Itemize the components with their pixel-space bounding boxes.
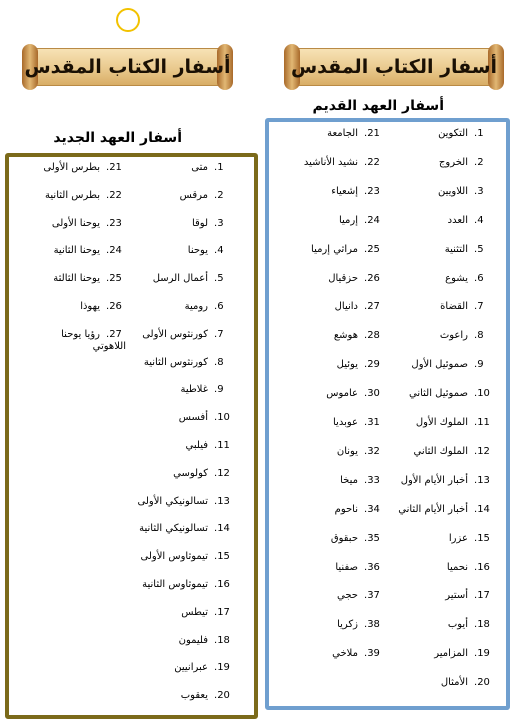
book-list-item <box>337 446 384 458</box>
book-number: 9. <box>214 384 224 396</box>
book-name: متى <box>191 162 208 173</box>
book-number: 7. <box>214 328 224 340</box>
book-number: 2. <box>474 156 484 168</box>
book-list-item <box>434 648 494 660</box>
book-number: 37. <box>364 590 380 602</box>
book-name: بطرس الأولى <box>43 162 100 173</box>
book-name: نشيد الأناشيد <box>303 156 358 168</box>
book-name: يوئيل <box>336 359 358 371</box>
book-name: المزامير <box>434 648 468 660</box>
book-name: حبقوق <box>330 532 358 544</box>
new-testament-title: أسفار العهد الجديد <box>53 130 182 146</box>
book-list-item <box>448 619 494 631</box>
book-number: 7. <box>474 301 484 313</box>
book-number: 15. <box>474 532 490 544</box>
book-number: 30. <box>364 388 380 400</box>
book-number: 10. <box>214 412 230 424</box>
book-number: 4. <box>214 245 224 257</box>
book-list-item <box>339 215 384 227</box>
book-number: 19. <box>474 648 490 660</box>
book-name: يوحنا <box>187 245 208 257</box>
book-list-item <box>438 128 494 140</box>
book-list-item <box>326 388 384 400</box>
book-list-item <box>441 677 494 689</box>
book-list-item <box>438 186 494 198</box>
book-number: 10. <box>474 388 490 400</box>
book-list-item <box>337 619 384 631</box>
book-list-item <box>337 359 384 371</box>
book-name: الخروج <box>438 156 468 168</box>
book-number: 28. <box>364 330 380 342</box>
book-number: 26. <box>106 301 122 312</box>
book-list-item <box>180 384 234 396</box>
book-number: 13. <box>214 495 230 507</box>
book-name: صموئيل الثاني <box>409 388 468 400</box>
book-number: 1. <box>474 128 484 139</box>
book-list-item <box>331 186 384 198</box>
book-number: 18. <box>474 619 490 631</box>
book-list-item <box>340 475 384 487</box>
book-name: بطرس الثانية <box>45 189 100 201</box>
book-list-item <box>304 157 384 169</box>
old-testament-title: أسفار العهد القديم <box>312 98 444 114</box>
book-number: 22. <box>106 189 122 201</box>
book-list-item <box>331 533 384 545</box>
book-number: 2. <box>214 189 224 201</box>
book-list-item <box>144 357 234 369</box>
book-name: حزقيال <box>328 272 358 284</box>
book-list-item <box>45 190 126 202</box>
book-list-item <box>174 662 234 674</box>
book-list-item <box>335 301 384 313</box>
book-number: 25. <box>364 243 380 255</box>
book-name: تيطس <box>181 606 208 618</box>
book-number: 16. <box>214 579 230 590</box>
book-name: فليمون <box>178 634 208 646</box>
book-name: راعوث <box>439 330 468 342</box>
book-list-item <box>332 648 384 660</box>
book-list-item <box>185 301 234 313</box>
book-number: 25. <box>106 273 122 285</box>
book-number: 12. <box>214 467 230 479</box>
book-list-item <box>409 388 494 400</box>
book-list-item <box>440 301 494 313</box>
book-name: حجي <box>337 590 358 602</box>
book-number: 24. <box>106 245 122 257</box>
book-number: 4. <box>474 214 484 226</box>
book-number: 1. <box>214 162 224 173</box>
parchment-banner-right <box>282 44 506 90</box>
book-number: 9. <box>474 359 484 371</box>
book-list-item <box>411 359 494 371</box>
book-list-item <box>192 218 234 230</box>
book-list-item <box>173 468 234 480</box>
book-name: كورنثوس الثانية <box>143 356 208 368</box>
book-list-item <box>334 330 384 342</box>
book-number: 38. <box>364 619 380 631</box>
book-list-item <box>181 607 234 619</box>
book-name: أيوب <box>447 619 468 631</box>
book-name: يوحنا الثالثة <box>53 273 100 285</box>
book-list-item <box>449 533 494 545</box>
book-number: 14. <box>474 503 490 515</box>
book-number: 21. <box>106 162 122 173</box>
book-name: ميخا <box>340 474 358 486</box>
book-list-item <box>141 551 235 563</box>
book-name: عوبديا <box>333 417 358 428</box>
book-number: 11. <box>474 417 490 428</box>
book-name: الملوك الأول <box>415 417 468 428</box>
book-number: 18. <box>214 634 230 646</box>
book-list-item <box>328 273 384 285</box>
book-number: 21. <box>364 128 380 139</box>
book-name: أفسس <box>178 412 208 424</box>
banner-title: أسفار الكتاب المقدس <box>24 56 231 78</box>
book-list-item <box>43 162 126 174</box>
book-name: صفنيا <box>335 561 358 573</box>
book-name: صموئيل الأول <box>411 359 468 371</box>
book-name: يوحنا الثانية <box>53 245 100 257</box>
book-name: الجامعة <box>327 128 358 139</box>
book-list-item <box>439 157 494 169</box>
book-name: ناحوم <box>334 503 358 515</box>
book-list-item <box>53 273 126 285</box>
book-list-item <box>401 475 494 487</box>
book-name: تيموثاوس الأولى <box>140 551 208 563</box>
book-name: دانيال <box>334 301 358 313</box>
book-name: أستير <box>445 590 468 602</box>
book-number: 27. <box>106 328 122 340</box>
book-name: التثنية <box>444 243 468 255</box>
book-list-item <box>179 635 234 647</box>
book-number: 3. <box>474 185 484 197</box>
decorative-circle <box>116 8 140 32</box>
book-name: القضاة <box>440 301 468 313</box>
book-list-item <box>445 244 494 256</box>
book-number: 5. <box>214 273 224 285</box>
book-number: 24. <box>364 214 380 226</box>
book-name: أخبار الأيام الثاني <box>398 503 468 515</box>
book-name: مراثي إرميا <box>311 243 358 255</box>
book-list-item <box>181 690 234 702</box>
book-list-item <box>142 329 234 341</box>
book-number: 36. <box>364 561 380 573</box>
book-name: رؤيا يوحنا اللاهوتي <box>61 328 126 352</box>
book-name: مرقس <box>179 189 208 201</box>
book-number: 32. <box>364 445 380 457</box>
book-name: غلاطية <box>180 384 208 396</box>
book-name: الأمثال <box>440 677 468 689</box>
book-number: 17. <box>474 590 490 602</box>
book-number: 33. <box>364 474 380 486</box>
book-list-item <box>54 245 126 257</box>
book-list-item <box>413 446 494 458</box>
book-number: 11. <box>214 440 230 451</box>
book-number: 13. <box>474 474 490 486</box>
book-name: كورنثوس الأولى <box>142 328 208 340</box>
book-number: 8. <box>474 330 484 342</box>
book-list-item <box>186 440 234 452</box>
book-name: يهوذا <box>80 301 100 312</box>
book-list-item <box>191 162 234 174</box>
book-number: 23. <box>106 217 122 229</box>
book-number: 26. <box>364 272 380 284</box>
book-number: 6. <box>214 301 224 312</box>
book-list-item <box>138 496 235 508</box>
book-number: 5. <box>474 243 484 255</box>
book-list-item <box>188 245 234 257</box>
book-name: تسالونيكي الثانية <box>139 523 208 535</box>
book-list-item <box>335 504 384 516</box>
book-number: 15. <box>214 551 230 563</box>
parchment-banner-left <box>20 44 235 90</box>
book-list-item <box>180 190 234 202</box>
book-number: 23. <box>364 185 380 197</box>
book-list-item <box>142 579 234 591</box>
book-name: لوقا <box>191 217 208 229</box>
book-list-item <box>333 417 384 429</box>
book-name: يعقوب <box>180 690 208 702</box>
book-name: عزرا <box>448 532 468 544</box>
book-name: عاموس <box>326 388 358 400</box>
book-name: إرميا <box>338 214 358 226</box>
banner-title: أسفار الكتاب المقدس <box>290 56 498 78</box>
book-number: 12. <box>474 445 490 457</box>
book-list-item <box>153 273 234 285</box>
book-number: 16. <box>474 561 490 573</box>
book-name: فيلبي <box>185 440 208 451</box>
book-name: زكريا <box>337 619 358 631</box>
book-number: 6. <box>474 272 484 284</box>
book-number: 22. <box>364 156 380 168</box>
book-number: 34. <box>364 503 380 515</box>
book-list-item <box>179 412 234 424</box>
book-name: عبرانيين <box>174 662 208 674</box>
book-number: 14. <box>214 523 230 535</box>
book-list-item <box>52 218 126 230</box>
book-name: أخبار الأيام الأول <box>400 474 468 486</box>
book-list-item <box>311 244 384 256</box>
book-name: ملاخي <box>332 648 358 660</box>
book-name: تسالونيكي الأولى <box>137 495 208 507</box>
book-number: 20. <box>214 690 230 702</box>
book-name: نحميا <box>446 561 468 573</box>
book-number: 8. <box>214 356 224 368</box>
book-name: أعمال الرسل <box>152 273 208 285</box>
book-number: 27. <box>364 301 380 313</box>
book-number: 31. <box>364 417 380 428</box>
book-list-item <box>327 128 384 140</box>
book-list-item <box>52 329 126 353</box>
book-number: 20. <box>474 677 490 689</box>
book-name: يونان <box>336 445 358 457</box>
book-list-item <box>337 590 384 602</box>
book-name: يشوع <box>445 272 468 284</box>
book-number: 17. <box>214 606 230 618</box>
book-list-item <box>398 504 494 516</box>
book-list-item <box>139 523 234 535</box>
book-list-item <box>80 301 126 313</box>
book-name: التكوين <box>438 128 468 139</box>
book-list-item <box>335 562 384 574</box>
book-number: 3. <box>214 217 224 229</box>
book-list-item <box>416 417 494 429</box>
book-list-item <box>445 590 494 602</box>
book-list-item <box>445 273 494 285</box>
book-name: يوحنا الأولى <box>51 217 100 229</box>
book-number: 29. <box>364 359 380 371</box>
book-name: العدد <box>447 214 468 226</box>
book-name: هوشع <box>333 330 358 342</box>
book-name: الملوك الثاني <box>413 445 468 457</box>
book-list-item <box>440 330 494 342</box>
book-name: تيموثاوس الثانية <box>142 579 208 590</box>
book-name: إشعياء <box>331 185 358 197</box>
book-number: 39. <box>364 648 380 660</box>
book-name: رومية <box>184 301 208 312</box>
book-name: اللاويين <box>437 185 468 197</box>
book-number: 35. <box>364 532 380 544</box>
book-list-item <box>448 215 494 227</box>
book-list-item <box>447 562 494 574</box>
book-number: 19. <box>214 662 230 674</box>
book-name: كولوسي <box>173 467 208 479</box>
